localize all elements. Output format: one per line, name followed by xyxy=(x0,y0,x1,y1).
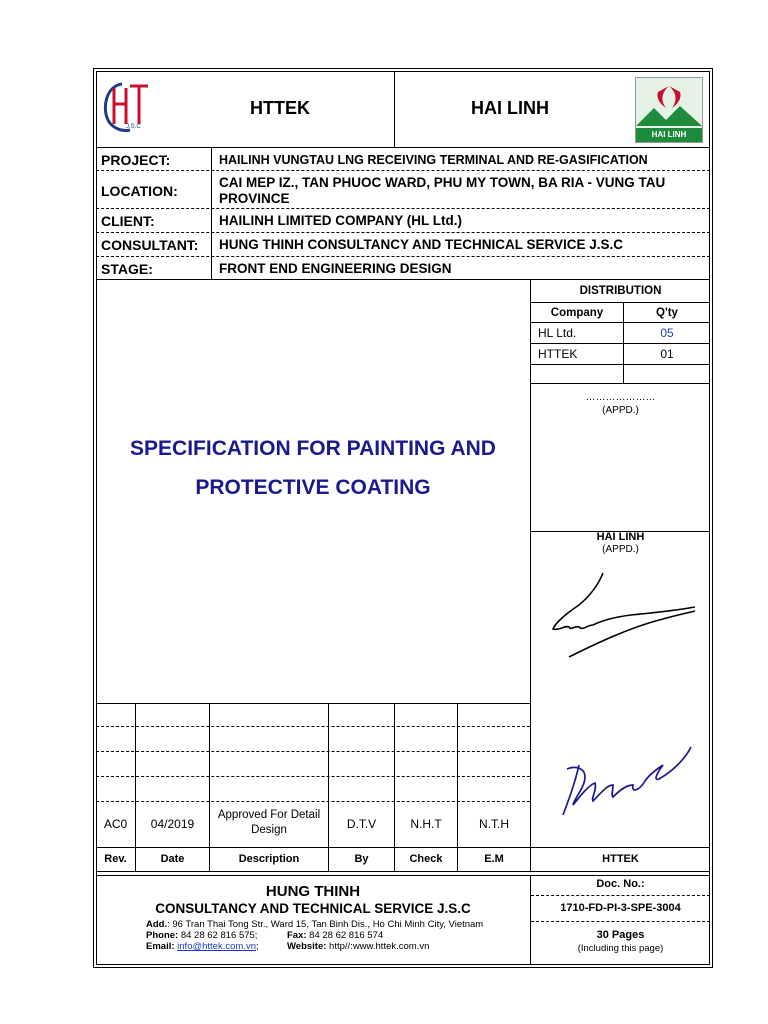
distribution-col-company: Company xyxy=(550,307,604,319)
location-value-line1: CAI MEP IZ., TAN PHUOC WARD, PHU MY TOWN, BA RIA - VUNG TAU xyxy=(219,175,666,190)
revision-header-date: Date xyxy=(160,853,185,865)
stage-label: STAGE: xyxy=(101,261,153,277)
revision-em: N.T.H xyxy=(479,817,509,831)
revision-rev: AC0 xyxy=(103,817,128,831)
footer-email-link[interactable]: info@httek.com.vn xyxy=(177,941,256,952)
revision-header-httek: HTTEK xyxy=(602,853,639,865)
revision-check: N.H.T xyxy=(410,817,442,831)
footer-email: Email: info@httek.com.vn; xyxy=(146,941,259,952)
httek-logo-text: J.S.C xyxy=(126,124,141,130)
approval-appd: (APPD.) xyxy=(602,405,639,416)
client-value: HAILINH LIMITED COMPANY (HL Ltd.) xyxy=(219,213,462,228)
approval-hailinh-appd: (APPD.) xyxy=(602,544,639,555)
location-value-line2: PROVINCE xyxy=(219,191,290,206)
consultant-label: CONSULTANT: xyxy=(101,237,199,253)
revision-by: D.T.V xyxy=(346,817,377,831)
revision-date: 04/2019 xyxy=(150,817,195,831)
revision-header-check: Check xyxy=(409,853,443,865)
distribution-row-company: HTTEK xyxy=(538,347,578,361)
hailinh-logo xyxy=(635,77,703,143)
page-count-note: (Including this page) xyxy=(577,943,664,954)
hailinh-logo-text: HAI LINH xyxy=(636,128,702,142)
revision-description-line2: Design xyxy=(251,824,287,836)
document-title-line2: PROTECTIVE COATING xyxy=(195,476,431,499)
signature-hailinh xyxy=(545,565,705,665)
header-left-company: HTTEK xyxy=(250,98,310,118)
distribution-row-company: HL Ltd. xyxy=(538,326,577,340)
revision-header-rev: Rev. xyxy=(104,853,127,865)
approval-hailinh-name: HAI LINH xyxy=(596,531,645,543)
doc-no-label: Doc. No.: xyxy=(596,878,645,890)
httek-logo xyxy=(100,76,155,136)
location-label: LOCATION: xyxy=(101,183,178,199)
footer-fax: Fax: 84 28 62 816 574 xyxy=(287,930,384,941)
distribution-col-qty: Q'ty xyxy=(656,307,678,319)
distribution-title: DISTRIBUTION xyxy=(579,285,662,297)
header-right-company: HAI LINH xyxy=(471,98,549,118)
footer-website: Website: http//:www.httek.com.vn xyxy=(287,941,430,952)
footer-company-line2: CONSULTANCY AND TECHNICAL SERVICE J.S.C xyxy=(155,901,471,916)
consultant-value: HUNG THINH CONSULTANCY AND TECHNICAL SERVICE J.S.C xyxy=(219,237,624,252)
revision-header-by: By xyxy=(354,853,369,865)
stage-value: FRONT END ENGINEERING DESIGN xyxy=(219,261,452,276)
page-count: 30 Pages xyxy=(596,929,645,941)
client-label: CLIENT: xyxy=(101,213,155,229)
revision-header-em: E.M xyxy=(484,853,504,865)
signature-httek xyxy=(545,735,705,825)
project-value: HAILINH VUNGTAU LNG RECEIVING TERMINAL AND RE-GASIFICATION xyxy=(219,153,648,167)
footer-company-line1: HUNG THINH xyxy=(265,883,361,900)
document-title-line1: SPECIFICATION FOR PAINTING AND xyxy=(130,437,496,460)
distribution-row-qty: 05 xyxy=(660,326,674,340)
doc-no-value: 1710-FD-PI-3-SPE-3004 xyxy=(560,902,681,914)
distribution-row-qty: 01 xyxy=(660,347,674,361)
project-label: PROJECT: xyxy=(101,152,171,168)
approval-dots: ………………… xyxy=(585,392,656,403)
revision-description-line1: Approved For Detail xyxy=(217,809,321,821)
footer-phone: Phone: 84 28 62 816 575; xyxy=(146,930,258,941)
footer-address: Add.: 96 Tran Thai Tong Str., Ward 15, Tan Binh Dis., Ho Chi Minh City, Vietnam xyxy=(146,919,484,930)
revision-header-description: Description xyxy=(238,853,300,865)
